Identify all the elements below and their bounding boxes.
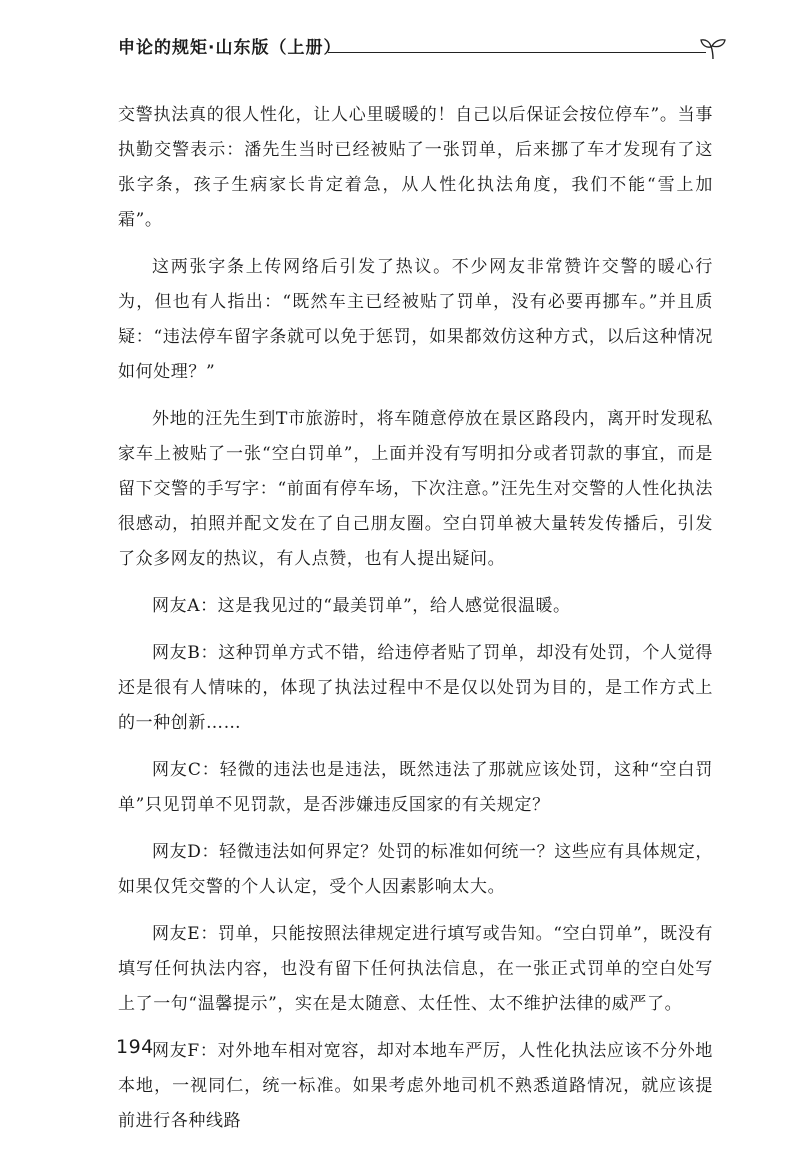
paragraph: 网友A：这是我见过的“最美罚单”，给人感觉很温暖。 bbox=[152, 596, 571, 616]
header-rule bbox=[328, 52, 706, 53]
paragraph: 网友F：对外地车相对宽容，却对本地车严厉，人性化执法应该不分外地本地，一视同仁，统一标准。如果考虑外地司机不熟悉道路情况，就应该提前进行各种线路 bbox=[118, 1041, 713, 1131]
paragraph: 网友B：这种罚单方式不错，给违停者贴了罚单，却没有处罚，个人觉得还是很有人情味的，体现了执法过程中不是仅以处罚为目的，是工作方式上的一种创新…… bbox=[118, 643, 713, 733]
paragraph: 外地的汪先生到T市旅游时，将车随意停放在景区路段内，离开时发现私家车上被贴了一张“空白罚单”，上面并没有写明扣分或者罚款的事宜，而是留下交警的手写字：“前面有停车场，下次注意。”汪先生对交警的人性化执法很感动，拍照并配文发在了自己朋友圈。空白罚单被大量转发传播后，引发了众多网友的热议，有人点赞，也有人提出疑问。 bbox=[118, 409, 713, 569]
paragraph: 网友D：轻微违法如何界定？处罚的标准如何统一？这些应有具体规定，如果仅凭交警的个人认定，受个人因素影响太大。 bbox=[118, 842, 713, 897]
paragraph: 这两张字条上传网络后引发了热议。不少网友非常赞许交警的暖心行为，但也有人指出：“既然车主已经被贴了罚单，没有必要再挪车。”并且质疑：“违法停车留字条就可以免于惩罚，如果都效仿这种方式，以后这种情况如何处理？” bbox=[118, 257, 713, 382]
sprout-icon bbox=[700, 38, 726, 60]
running-header bbox=[118, 34, 718, 62]
book-title: 申论的规矩·山东版（上册） bbox=[118, 38, 342, 58]
paragraph: 网友E：罚单，只能按照法律规定进行填写或告知。“空白罚单”，既没有填写任何执法内容，也没有留下任何执法信息，在一张正式罚单的空白处写上了一句“温馨提示”，实在是太随意、太任性、太不维护法律的威严了。 bbox=[118, 924, 713, 1014]
page-body bbox=[118, 98, 713, 1151]
page-number: 194 bbox=[116, 1036, 154, 1058]
paragraph: 网友C：轻微的违法也是违法，既然违法了那就应该处罚，这种“空白罚单”只见罚单不见罚款，是否涉嫌违反国家的有关规定？ bbox=[118, 760, 713, 815]
paragraph: 交警执法真的很人性化，让人心里暖暖的！自己以后保证会按位停车”。当事执勤交警表示：潘先生当时已经被贴了一张罚单，后来挪了车才发现有了这张字条，孩子生病家长肯定着急，从人性化执法角度，我们不能“雪上加霜”。 bbox=[118, 105, 713, 230]
